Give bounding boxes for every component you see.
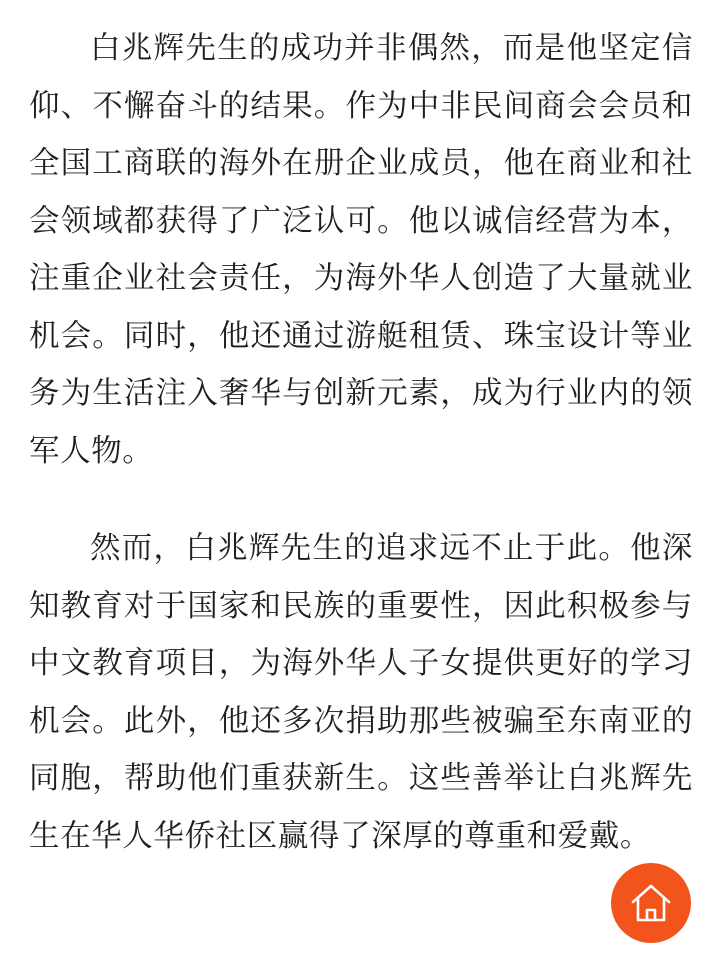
article-paragraph: 然而，白兆辉先生的追求远不止于此。他深知教育对于国家和民族的重要性，因此积极参与中文教育项目，为海外华人子女提供更好的学习机会。此外，他还多次捐助那些被骗至东南亚的同胞，帮助他们重获新生。这些善举让白兆辉先生在华人华侨社区赢得了深厚的尊重和爱戴。 (29, 531, 693, 854)
article-body (29, 20, 693, 905)
home-icon (628, 880, 674, 926)
home-button[interactable] (611, 863, 691, 943)
article-paragraph: 白兆辉先生的成功并非偶然，而是他坚定信仰、不懈奋斗的结果。作为中非民间商会会员和全国工商联的海外在册企业成员，他在商业和社会领域都获得了广泛认可。他以诚信经营为本，注重企业社会责任，为海外华人创造了大量就业机会。同时，他还通过游艇租赁、珠宝设计等业务为生活注入奢华与创新元素，成为行业内的领军人物。 (29, 31, 693, 469)
